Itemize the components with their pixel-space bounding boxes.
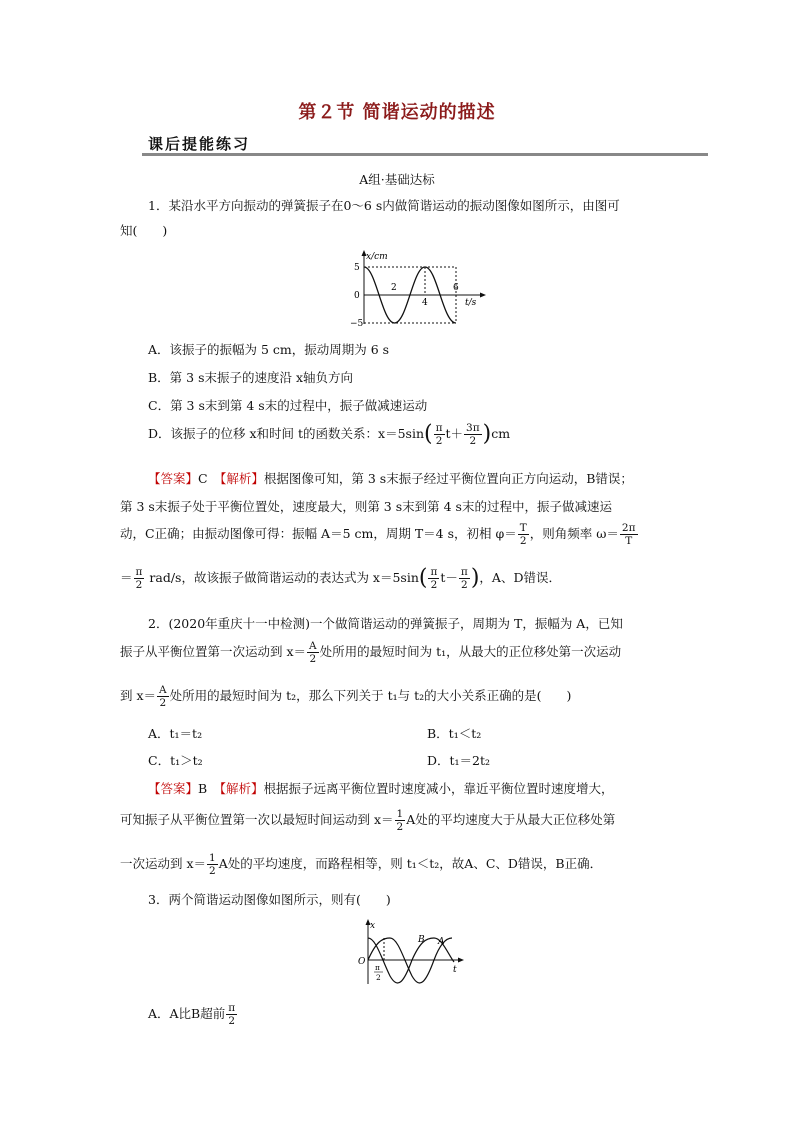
q1-t-axis-label: t/s (465, 298, 477, 308)
q1-tick-t6: 6 (453, 283, 459, 293)
q3-origin-label: O (358, 957, 366, 967)
q1-option-c: C．第 3 s末到第 4 s末的过程中，振子做减速运动 (148, 398, 428, 413)
page-title: 第２节 简谐运动的描述 (298, 102, 496, 123)
q3-wave-a-label: A (438, 937, 445, 947)
q1-vibration-graph (340, 248, 490, 330)
q3-tick-two: 2 (376, 973, 381, 982)
q1-tick-neg5: −5 (350, 319, 364, 329)
q2-option-b: B．t₁＜t₂ (427, 726, 482, 741)
q3-x-axis-label: x (370, 921, 376, 931)
q1-answer-line2: 第 3 s末振子处于平衡位置处，速度最大，则第 3 s末到第 4 s末的过程中，振子做减速运 (120, 499, 612, 514)
q2-answer-line3: 一次运动到 x＝ $\frac{1}{2}$ A处的平均速度，而路程相等，则 t₁＜t₂，故A、C、D错误，B正确． (120, 852, 603, 877)
q1-tick-0: 0 (354, 291, 360, 301)
q1-stem-line2: 知( ) (120, 223, 168, 238)
q1-answer-line1: 【答案】C 【解析】根据图像可知，第 3 s末振子经过平衡位置向正方向运动，B错误； (148, 471, 633, 486)
q2-answer-line1: 【答案】B 【解析】根据振子远离平衡位置时速度减小，靠近平衡位置时速度增大， (148, 781, 614, 796)
q1-answer-line4: ＝ $\frac{\pi}{2}$ rad/s，故该振子做简谐运动的表达式为 x＝5sin( $\frac{\pi}{2}$ t－ $\frac{\pi}{2}$ )，A、D错误． (120, 565, 561, 591)
q1-option-d: D．该振子的位移 x和时间 t的函数关系：x＝5sin( $\frac{\pi}{2}$ t＋ $\frac{3\pi}{2}$ )cm (148, 421, 511, 447)
q1-x-axis-label: x/cm (366, 252, 388, 262)
group-heading: A组·基础达标 (359, 172, 435, 187)
q1-option-a: A．该振子的振幅为 5 cm，振动周期为 6 s (148, 342, 390, 357)
q2-stem-line2: 振子从平衡位置第一次运动到 x＝ $\frac{A}{2}$ 处所用的最短时间为 t₁，从最大的正位移处第一次运动 (120, 640, 622, 665)
q3-stem: 3．两个简谐运动图像如图所示，则有( ) (148, 892, 391, 907)
q2-option-d: D．t₁＝2t₂ (427, 753, 491, 768)
q1-option-b: B．第 3 s末振子的速度沿 x轴负方向 (148, 370, 354, 385)
q2-option-a: A．t₁＝t₂ (148, 726, 203, 741)
q2-option-c: C．t₁＞t₂ (148, 753, 203, 768)
q1-tick-t4: 4 (422, 298, 428, 308)
q1-answer-line3: 动，C正确；由振动图像可得：振幅 A＝5 cm，周期 T＝4 s，初相 φ＝ $\frac{T}{2}$ ，则角频率 ω＝ $\frac{2\pi}{T}$ (120, 522, 636, 547)
section-heading: 课后提能练习 (148, 135, 251, 153)
q3-option-a: A．A比B超前 $\frac{\pi}{2}$ (148, 1002, 236, 1027)
q1-tick-5: 5 (354, 263, 360, 273)
q1-tick-t2: 2 (391, 283, 397, 293)
q2-answer-line2: 可知振子从平衡位置第一次以最短时间运动到 x＝ $\frac{1}{2}$ A处的平均速度大于从最大正位移处第 (120, 808, 616, 833)
q3-tick-pi: π (375, 963, 380, 972)
q3-wave-b-label: B (418, 935, 425, 945)
q3-t-axis-label: t (453, 965, 457, 975)
q2-stem-line1: 2．(2020年重庆十一中检测)一个做简谐运动的弹簧振子，周期为 T，振幅为 A，已知 (148, 616, 623, 631)
q1-stem-line1: 1．某沿水平方向振动的弹簧振子在0～6 s内做简谐运动的振动图像如图所示，由图可 (148, 198, 620, 213)
section-divider (142, 153, 708, 156)
q2-stem-line3: 到 x＝ $\frac{A}{2}$ 处所用的最短时间为 t₂，那么下列关于 t₁与 t₂的大小关系正确的是( ) (120, 684, 572, 709)
q3-two-waves-graph (350, 918, 470, 986)
